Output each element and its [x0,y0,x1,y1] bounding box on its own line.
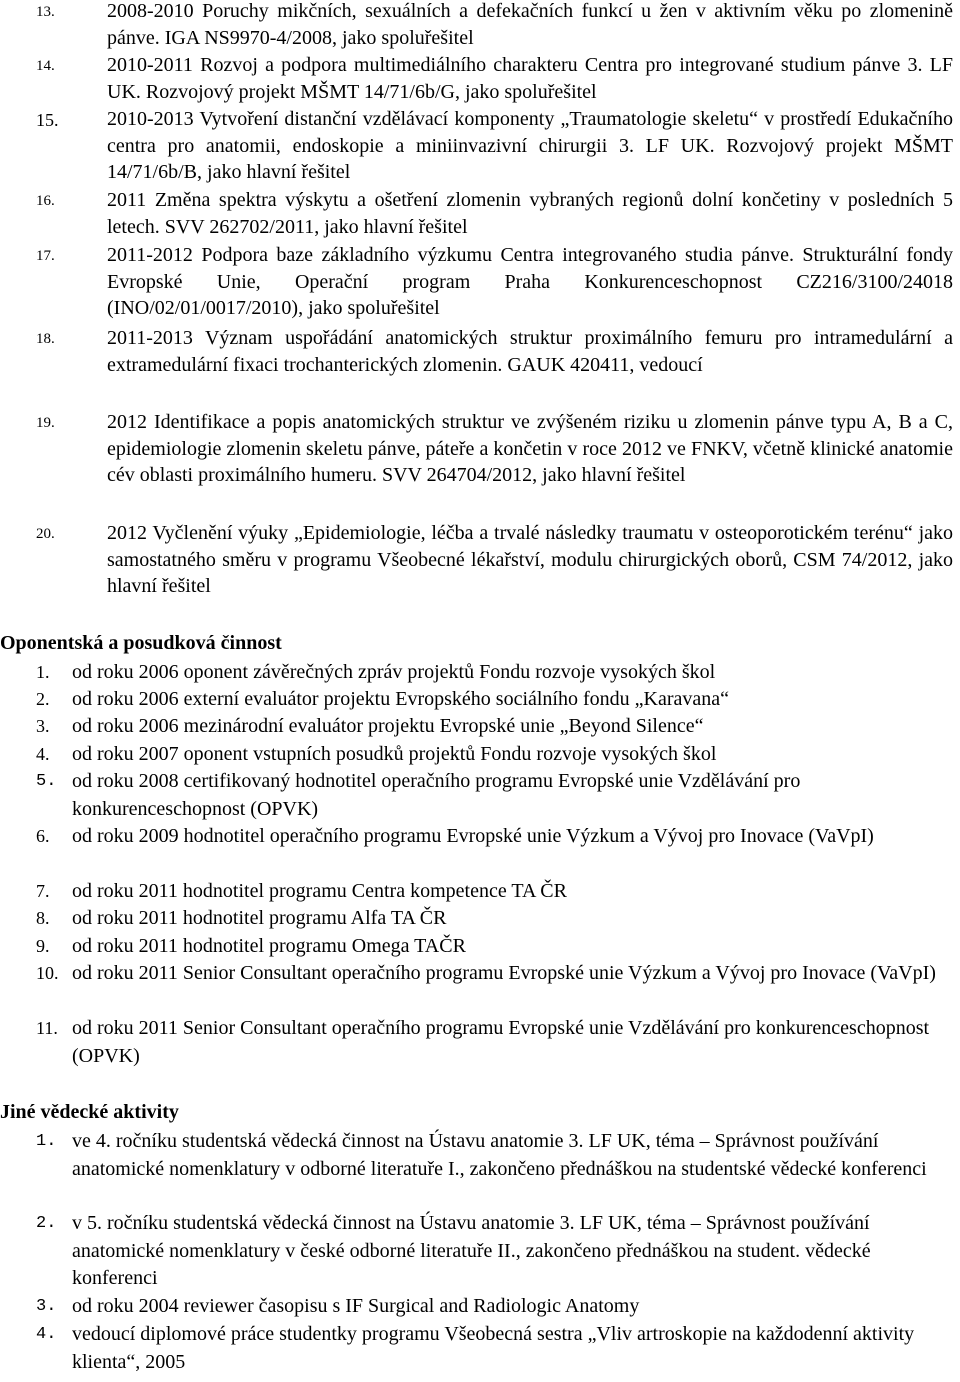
item-text: 2011-2012 Podpora baze základního výzkumu Centra integrovaného studia pánve. Strukturální fondy Evropské Unie, Operační program Praha Konkurenceschopnost CZ216/3100/24018 (INO/02/01/0017/2010), jako spoluřešitel [107,244,953,320]
section-heading-opponent: Oponentská a posudková činnost [0,632,282,654]
item-number: 9. [36,936,50,956]
item-number: 3. [36,716,50,736]
item-text: 2011-2013 Význam uspořádání anatomických struktur proximálního femuru pro intramedulární a extramedulární fixaci trochanterických zlomenin. GAUK 420411, vedoucí [107,327,953,376]
item-number: 11. [36,1018,58,1038]
item-number: 15. [36,110,59,130]
item-text: od roku 2011 hodnotitel programu Omega TAČR [72,935,466,957]
item-number: 18. [36,331,55,347]
item-text: 2010-2013 Vytvoření distanční vzdělávací komponenty „Traumatologie skeletu“ v prostředí Edukačního centra pro anatomii, endoskopie a miniinvazivní chirurgii 3. LF UK. Rozvojový projekt MŠMT 14/71/6b/B, jako hlavní řešitel [107,108,953,184]
item-text: 2012 Vyčlenění výuky „Epidemiologie, léčba a trvalé následky traumatu v osteoporotickém terénu“ jako samostatného směru v programu Všeobecné lékařství, modulu chirurgických oborů, CSM 74/2012, jako hlavní řešitel [107,522,953,598]
item-text: od roku 2004 reviewer časopisu s IF Surgical and Radiologic Anatomy [72,1295,640,1317]
item-text: 2010-2011 Rozvoj a podpora multimediálního charakteru Centra pro integrované studium pánve 3. LF UK. Rozvojový projekt MŠMT 14/71/6b/G, jako spoluřešitel [107,54,953,103]
item-number: 14. [36,58,55,74]
item-text: v 5. ročníku studentská vědecká činnost na Ústavu anatomie 3. LF UK, téma – Správnost používání anatomické nomenklatury v české odborné literatuře II., zakončeno přednáškou na student. vědecké konferenci [72,1212,871,1289]
item-text: od roku 2011 Senior Consultant operačního programu Evropské unie Výzkum a Vývoj pro Inovace (VaVpI) [72,962,936,984]
item-text: vedoucí diplomové práce studentky programu Všeobecná sestra „Vliv artroskopie na každodenní aktivity klienta“, 2005 [72,1323,915,1373]
item-text: od roku 2009 hodnotitel operačního programu Evropské unie Výzkum a Vývoj pro Inovace (VaVpI) [72,825,874,847]
item-text: od roku 2008 certifikovaný hodnotitel operačního programu Evropské unie Vzdělávání pro konkurenceschopnost (OPVK) [72,770,801,820]
item-text: od roku 2006 mezinárodní evaluátor projektu Evropské unie „Beyond Silence“ [72,715,704,737]
item-number: 4. [36,744,50,764]
item-text: od roku 2006 externí evaluátor projektu Evropského sociálního fondu „Karavana“ [72,688,730,710]
item-text: od roku 2007 oponent vstupních posudků projektů Fondu rozvoje vysokých škol [72,743,717,765]
item-text: ve 4. ročníku studentská vědecká činnost na Ústavu anatomie 3. LF UK, téma – Správnost používání anatomické nomenklatury v odborné literatuře I., zakončeno přednáškou na studentské vědecké konferenci [72,1130,927,1180]
item-number: 8. [36,908,50,928]
item-text: 2012 Identifikace a popis anatomických struktur ve zvýšeném riziku u zlomenin pánve typu A, B a C, epidemiologie zlomenin skeletu pánve, páteře a končetin v roce 2012 ve FNKV, včetně klinické anatomie cév oblasti proximálního humeru. SVV 264704/2012, jako hlavní řešitel [107,411,953,487]
item-number: 16. [36,193,55,209]
item-text: od roku 2011 Senior Consultant operačního programu Evropské unie Vzdělávání pro konkurenceschopnost (OPVK) [72,1017,930,1067]
item-text: od roku 2011 hodnotitel programu Centra kompetence TA ČR [72,880,567,902]
item-number: 4. [36,1325,57,1344]
item-number: 7. [36,881,50,901]
item-number: 20. [36,526,55,542]
item-number: 6. [36,826,50,846]
item-number: 13. [36,4,55,20]
item-number: 17. [36,248,55,264]
item-number: 19. [36,415,55,431]
item-number: 1. [36,1132,57,1151]
section-heading-other: Jiné vědecké aktivity [0,1101,179,1123]
item-number: 3. [36,1297,57,1316]
item-number: 2. [36,689,50,709]
item-text: 2011 Změna spektra výskytu a ošetření zlomenin vybraných regionů dolní končetiny v posledních 5 letech. SVV 262702/2011, jako hlavní řešitel [107,189,953,238]
item-number: 5. [36,772,57,791]
item-number: 10. [36,963,59,983]
item-text: od roku 2006 oponent závěrečných zpráv projektů Fondu rozvoje vysokých škol [72,661,716,683]
item-text: 2008-2010 Poruchy mikčních, sexuálních a defekačních funkcí u žen v aktivním věku po zlomenině pánve. IGA NS9970-4/2008, jako spoluřešitel [107,0,953,49]
item-text: od roku 2011 hodnotitel programu Alfa TA ČR [72,907,447,929]
item-number: 2. [36,1214,57,1233]
item-number: 1. [36,662,50,682]
